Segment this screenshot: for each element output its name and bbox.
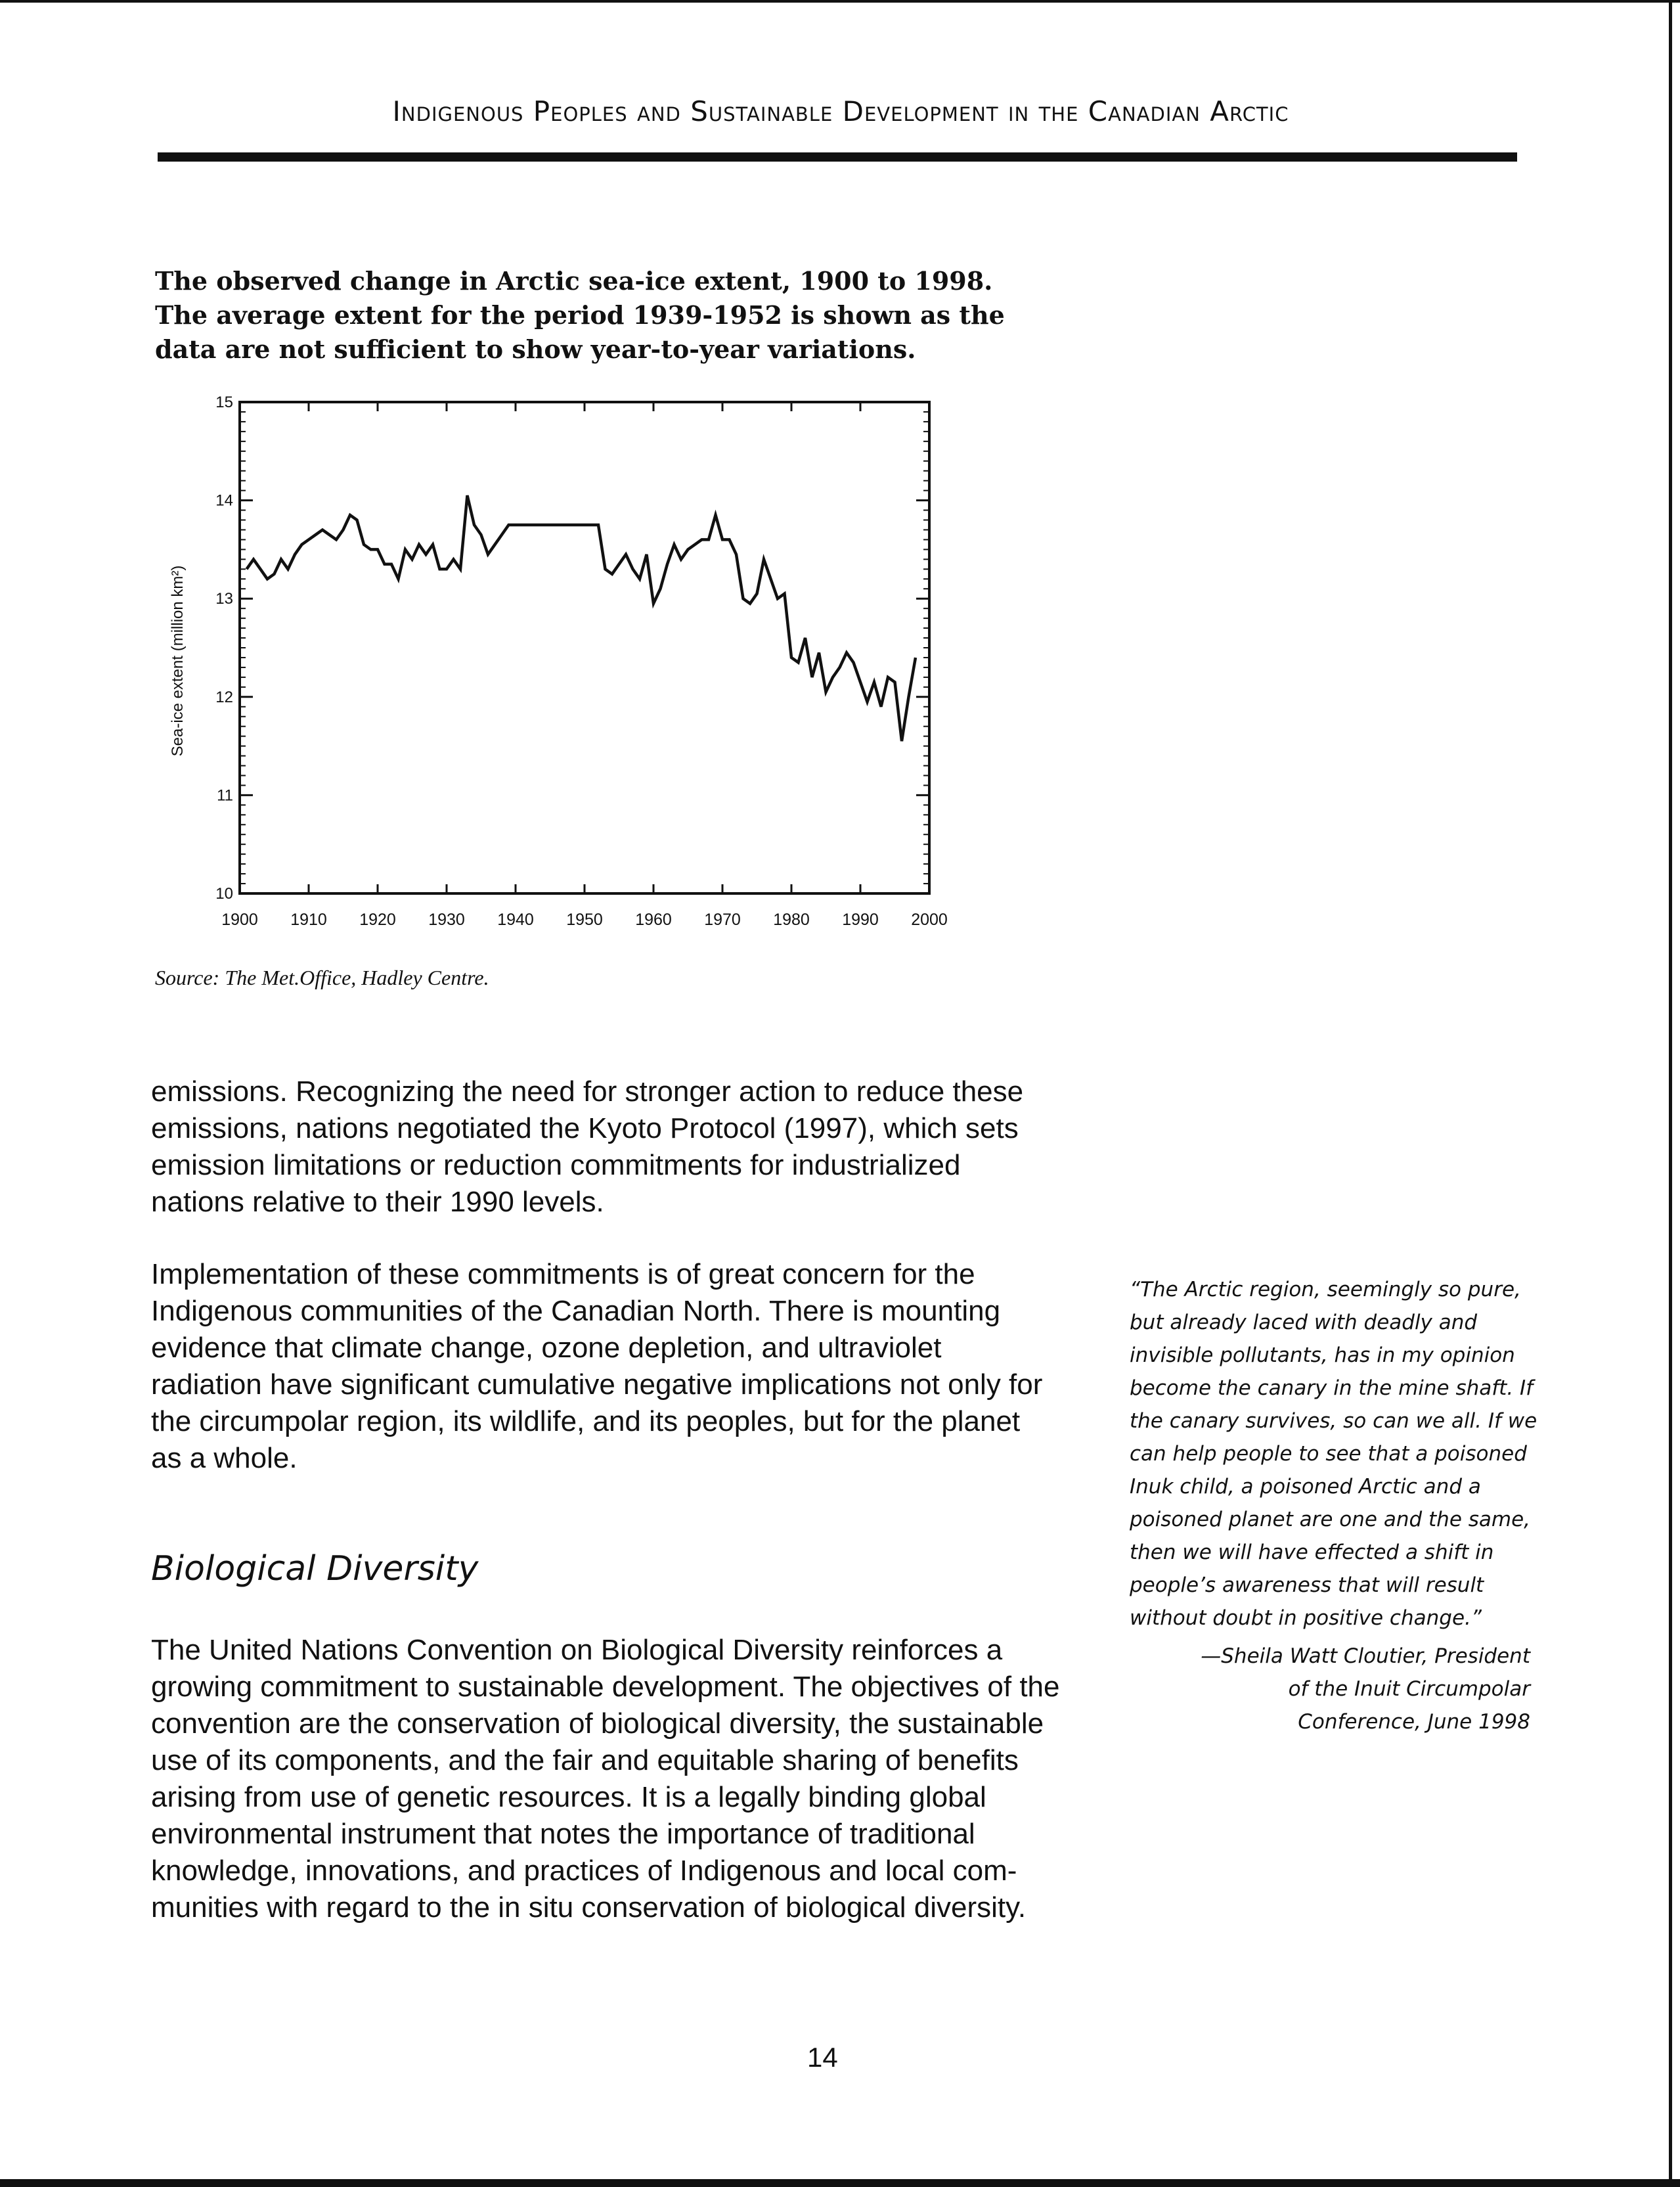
quote-line: without doubt in positive change.” — [1130, 1606, 1482, 1630]
text-line: use of its components, and the fair and equitable sharing of benefits — [151, 1744, 1019, 1776]
quote-line: “The Arctic region, seemingly so pure, — [1130, 1278, 1521, 1301]
x-tick-label: 1950 — [566, 911, 603, 929]
text-line: environmental instrument that notes the importance of traditional — [151, 1818, 975, 1850]
text-line: Implementation of these commitments is of great concern for the — [151, 1258, 975, 1290]
text-line: growing commitment to sustainable development. The objectives of the — [151, 1671, 1060, 1703]
figure-caption — [155, 264, 1009, 367]
y-tick-label: 13 — [215, 590, 233, 608]
attribution-line: Conference, June 1998 — [1298, 1710, 1530, 1734]
quote-line: Inuk child, a poisoned Arctic and a — [1130, 1475, 1481, 1499]
paragraph-implementation — [151, 1256, 1084, 1477]
paragraph-biodiversity — [151, 1632, 1084, 1926]
quote-line: people’s awareness that will result — [1130, 1573, 1484, 1597]
text-line: emission limitations or reduction commitments for industrialized — [151, 1149, 961, 1181]
page-border-top — [0, 0, 1680, 3]
quote-line: then we will have effected a shift in — [1130, 1541, 1494, 1564]
x-tick-label: 1940 — [497, 911, 534, 929]
sea-ice-chart — [151, 388, 965, 939]
x-tick-label: 2000 — [911, 911, 948, 929]
header-rule — [158, 152, 1517, 162]
text-line: Indigenous communities of the Canadian North. There is mounting — [151, 1295, 1001, 1327]
x-tick-label: 1930 — [428, 911, 465, 929]
x-tick-label: 1900 — [221, 911, 258, 929]
y-tick-label: 10 — [215, 885, 233, 903]
y-tick-label: 15 — [215, 394, 233, 411]
text-line: The United Nations Convention on Biological Diversity reinforces a — [151, 1634, 1003, 1666]
caption-line: The observed change in Arctic sea-ice extent, 1900 to 1998. — [155, 266, 993, 296]
x-tick-label: 1970 — [704, 911, 741, 929]
text-line: munities with regard to the in situ conservation of biological diversity. — [151, 1891, 1027, 1924]
page-border-bottom — [0, 2179, 1680, 2187]
quote-line: poisoned planet are one and the same, — [1130, 1508, 1531, 1531]
x-tick-label: 1960 — [635, 911, 672, 929]
caption-line: The average extent for the period 1939-1952 is shown as the — [155, 300, 1005, 330]
text-line: emissions, nations negotiated the Kyoto Protocol (1997), which sets — [151, 1112, 1019, 1144]
caption-line: data are not sufficient to show year-to-year variations. — [155, 334, 916, 364]
text-line: emissions. Recognizing the need for stronger action to reduce these — [151, 1075, 1024, 1108]
quote-line: the canary survives, so can we all. If we — [1130, 1409, 1537, 1433]
text-line: arising from use of genetic resources. It is a legally binding global — [151, 1781, 986, 1813]
paragraph-emissions — [151, 1073, 1084, 1221]
quote-line: can help people to see that a poisoned — [1130, 1442, 1527, 1466]
text-line: radiation have significant cumulative negative implications not only for — [151, 1368, 1043, 1401]
y-tick-label: 12 — [215, 688, 233, 706]
quote-attribution — [1130, 1640, 1530, 1738]
y-axis-label: Sea-ice extent (million km²) — [169, 565, 187, 757]
y-tick-label: 14 — [215, 491, 233, 510]
sidebar-quote — [1130, 1273, 1537, 1635]
quote-line: invisible pollutants, has in my opinion — [1130, 1343, 1515, 1367]
quote-line: become the canary in the mine shaft. If — [1130, 1376, 1534, 1400]
text-line: nations relative to their 1990 levels. — [151, 1186, 604, 1218]
sea-ice-chart-svg — [151, 388, 965, 939]
text-line: the circumpolar region, its wildlife, and its peoples, but for the planet — [151, 1405, 1021, 1437]
figure-source: Source: The Met.Office, Hadley Centre. — [155, 966, 489, 989]
text-line: as a whole. — [151, 1442, 298, 1474]
quote-line: but already laced with deadly and — [1130, 1311, 1478, 1334]
attribution-line: —Sheila Watt Cloutier, President — [1201, 1644, 1530, 1668]
x-tick-label: 1980 — [773, 911, 810, 929]
attribution-line: of the Inuit Circumpolar — [1288, 1677, 1530, 1701]
y-tick-label: 11 — [217, 786, 233, 805]
text-line: evidence that climate change, ozone depletion, and ultraviolet — [151, 1332, 942, 1364]
section-heading: Biological Diversity — [151, 1549, 479, 1589]
x-tick-label: 1990 — [842, 911, 879, 929]
plot-frame — [240, 402, 929, 893]
text-line: convention are the conservation of biological diversity, the sustainable — [151, 1707, 1044, 1740]
running-head: Indigenous Peoples and Sustainable Development in the Canadian Arctic — [392, 95, 1289, 127]
page-border-right — [1669, 0, 1672, 2187]
x-tick-label: 1910 — [290, 911, 327, 929]
x-tick-label: 1920 — [359, 911, 396, 929]
page-number: 14 — [807, 2042, 838, 2073]
text-line: knowledge, innovations, and practices of Indigenous and local com- — [151, 1855, 1017, 1887]
sea-ice-series-line — [247, 495, 916, 741]
